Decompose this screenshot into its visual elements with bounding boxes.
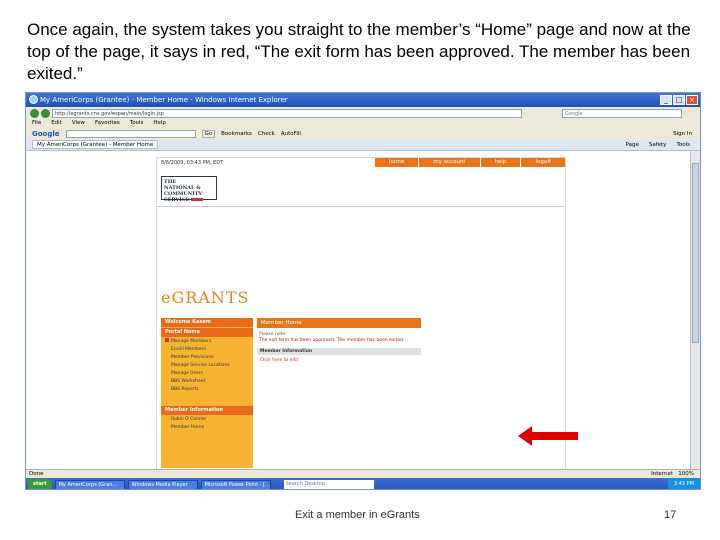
back-icon[interactable] [30,109,39,118]
sidebar-item-manage-members[interactable]: Manage Members [161,338,253,346]
member-info-header: Member Information [257,348,421,355]
menu-edit[interactable]: Edit [51,120,62,126]
bullet-icon [165,338,169,342]
start-button[interactable]: start [28,479,52,490]
minimize-button[interactable]: _ [660,95,672,105]
google-go-button[interactable]: Go [202,130,216,138]
browser-tab[interactable]: My AmeriCorps (Grantee) - Member Home [32,140,158,149]
nav-home[interactable]: home [374,158,419,167]
system-clock: 3:43 PM [668,478,700,490]
status-zone: Internet 100% [651,471,694,477]
status-text: Done [29,471,44,477]
datestamp: 8/6/2009, 03:43 PM, EDT [161,160,224,166]
taskbar-item[interactable]: Windows Media Player [128,480,198,490]
close-button[interactable]: × [686,95,698,105]
logo-line: THE [164,179,177,185]
menu-tools[interactable]: Tools [129,120,144,126]
nav-my-account[interactable]: my account [418,158,479,167]
sidebar-portal-home[interactable]: Portal Home [161,328,253,337]
internet-explorer-icon [29,95,38,104]
tabs-bar [26,140,700,151]
taskbar-item[interactable]: My AmeriCorps (Gran... [55,480,125,490]
logo-line: SERVICE [164,197,214,203]
approved-message: The exit form has been approved. The member has been exited. [259,338,405,343]
page-viewport [26,151,692,469]
logo-line: COMMUNITY [164,191,202,197]
zoom-level[interactable]: 100% [678,471,694,477]
sidebar [161,318,253,468]
sidebar-item-member-name[interactable]: Rubin O Conner [171,417,207,422]
sign-in-button[interactable]: Sign In [673,131,692,137]
menu-help[interactable]: Help [153,120,166,126]
sidebar-item-bbs-reports[interactable]: BBS Reports [171,387,199,392]
google-toolbar [26,128,700,140]
slide-page-number: 17 [664,509,677,521]
header-divider [157,206,565,207]
windows-taskbar [26,478,700,490]
page-menu[interactable]: Page [625,142,639,148]
egrants-logo: eGRANTS [161,288,250,307]
address-bar [26,107,700,119]
maximize-button[interactable]: □ [673,95,685,105]
sidebar-member-info-header: Member Information [161,406,253,415]
edit-member-link[interactable]: Click here to edit [260,358,299,363]
sidebar-item-member-provisions[interactable]: Member Provisions [171,355,214,360]
vertical-scrollbar[interactable] [690,151,700,469]
sidebar-welcome: Welcome Kasem [161,318,253,327]
main-content [257,318,421,469]
menu-bar [26,119,700,128]
desktop-search-input[interactable]: Search Desktop [284,480,374,489]
status-bar [26,469,700,478]
sidebar-item-service-locations[interactable]: Manage Service Locations [171,363,230,368]
slide-caption: Once again, the system takes you straight to the member’s “Home” page and now at the top of the page, it says in red, “The exit form has been approved. The member has been exited.” [27,20,691,83]
sidebar-item-bbs-worksheet[interactable]: BBS Worksheet [171,379,206,384]
nav-logoff[interactable]: logoff [520,158,565,167]
menu-view[interactable]: View [71,120,85,126]
logo-line: NATIONAL & [164,185,201,191]
red-arrow-icon [518,426,578,446]
sidebar-item-manage-users[interactable]: Manage Users [171,371,203,376]
check-button[interactable]: Check [257,131,275,137]
address-input[interactable]: http://egrants.cns.gov/espan/main/login.jsp [52,109,522,118]
safety-menu[interactable]: Safety [648,142,667,148]
slide-footer-title: Exit a member in eGrants [295,509,420,521]
window-titlebar [26,93,700,107]
google-logo: Google [32,130,60,138]
taskbar-item[interactable]: Microsoft Power Point - [... [201,480,271,490]
autofill-button[interactable]: AutoFill [280,131,301,137]
window-title: My AmeriCorps (Grantee) - Member Home - Windows Internet Explorer [40,96,288,104]
forward-icon[interactable] [41,109,50,118]
sidebar-item-member-home[interactable]: Member Home [171,425,205,430]
tools-menu[interactable]: Tools [676,142,690,148]
nav-help[interactable]: help [480,158,521,167]
menu-file[interactable]: File [32,120,42,126]
google-search-input[interactable] [66,130,196,138]
sidebar-item-enroll-members[interactable]: Enroll Members [171,347,206,352]
main-header: Member Home [257,318,421,328]
menu-favorites[interactable]: Favorites [94,120,120,126]
please-note: Please note: [259,332,287,337]
browser-screenshot [25,92,701,490]
top-nav [374,158,565,167]
live-search-input[interactable]: Google [562,109,682,118]
egrants-page [156,157,566,469]
ncs-logo [161,176,217,203]
bookmarks-button[interactable]: Bookmarks [221,131,252,137]
scrollbar-thumb[interactable] [692,163,699,343]
